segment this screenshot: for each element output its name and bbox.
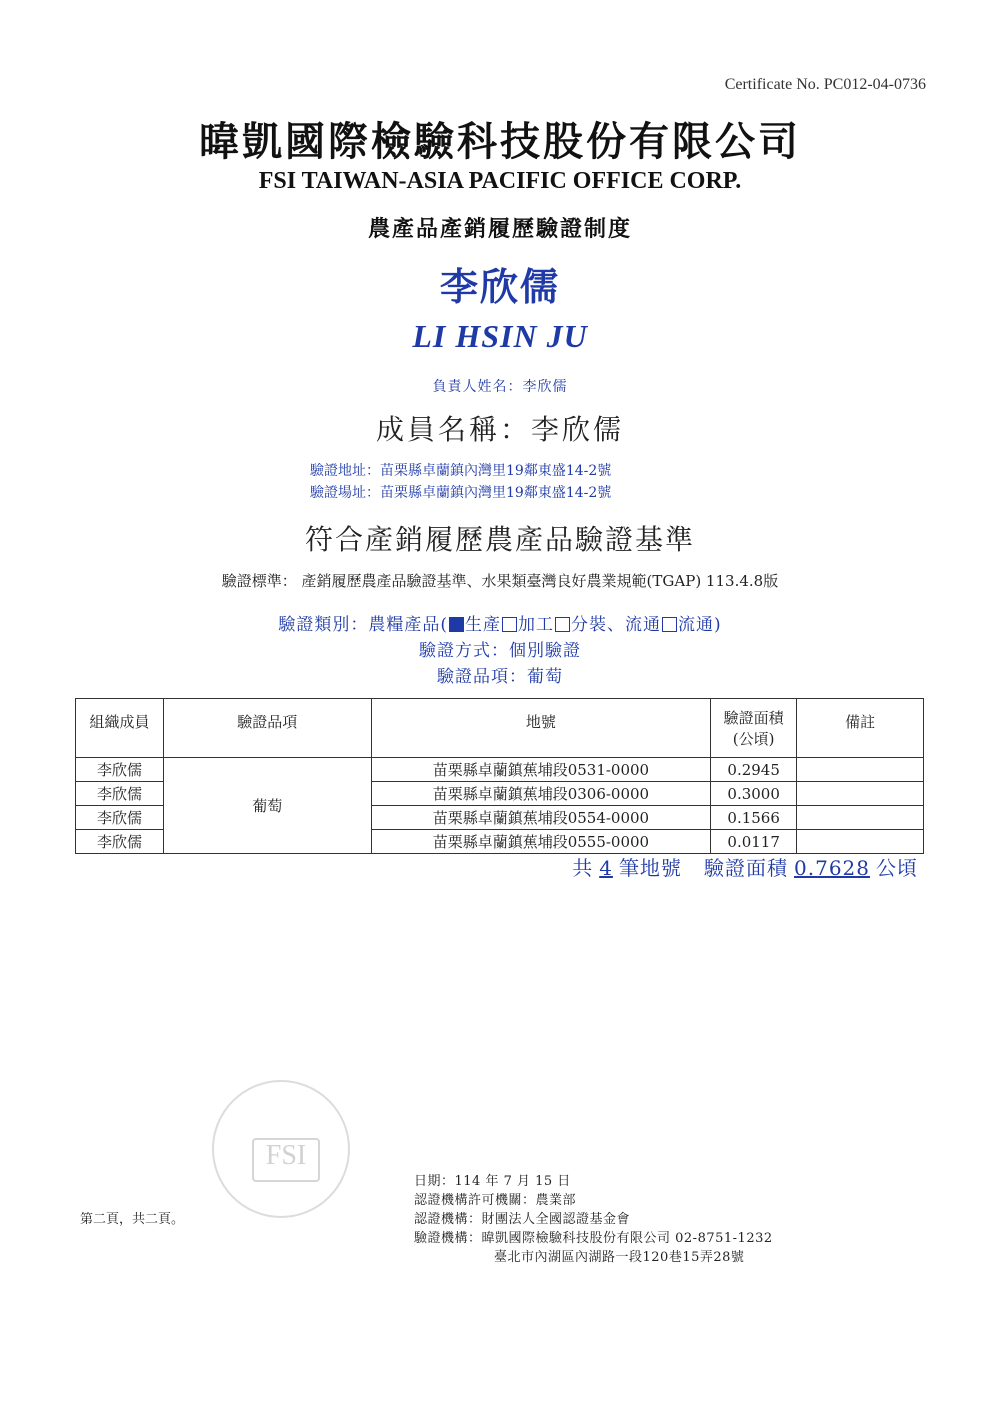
holder-name-chinese: 李欣儒 xyxy=(439,264,560,309)
cell-lot: 苗栗縣卓蘭鎮蕉埔段0531-0000 xyxy=(371,758,711,782)
responsible-person: 負責人姓名：李欣儒 xyxy=(432,379,568,395)
cell-remark xyxy=(797,806,924,830)
header-item: 驗證品項 xyxy=(163,699,371,758)
seal-logo-text: FSI xyxy=(265,1140,307,1171)
category-option-label: 流通 xyxy=(678,615,714,635)
certified-lots-table xyxy=(75,698,924,854)
cell-remark xyxy=(797,758,924,782)
cell-lot: 苗栗縣卓蘭鎮蕉埔段0555-0000 xyxy=(371,830,711,854)
category-option-label: 分裝、流通 xyxy=(571,615,661,635)
holder-name-english: LI HSIN JU xyxy=(412,318,588,354)
table-header-row xyxy=(76,699,924,758)
certification-method: 驗證方式：個別驗證 xyxy=(419,641,581,661)
certification-category xyxy=(0,610,1000,635)
cell-member: 李欣儒 xyxy=(76,758,164,782)
cell-member: 李欣儒 xyxy=(76,782,164,806)
area-prefix: 驗證面積 xyxy=(704,856,789,880)
category-option-label: 生產 xyxy=(465,615,501,635)
header-area-line2: (公頃) xyxy=(732,730,775,748)
accreditation-authority: 認證機構許可機關：農業部 xyxy=(414,1193,577,1208)
certification-address: 驗證地址：苗栗縣卓蘭鎮內灣里19鄰東盛14-2號 xyxy=(310,463,612,479)
company-name-english: FSI TAIWAN-ASIA PACIFIC OFFICE CORP. xyxy=(258,168,742,194)
issue-date: 日期：114 年 7 月 15 日 xyxy=(414,1174,571,1189)
header-lot: 地號 xyxy=(371,699,711,758)
page-number: 第二頁，共二頁。 xyxy=(80,1212,185,1227)
cell-lot: 苗栗縣卓蘭鎮蕉埔段0554-0000 xyxy=(371,806,711,830)
cell-area: 0.0117 xyxy=(711,830,797,854)
cell-remark xyxy=(797,830,924,854)
certification-body-address: 臺北市內湖區內湖路一段120巷15弄28號 xyxy=(494,1250,745,1265)
cell-area: 0.2945 xyxy=(711,758,797,782)
cell-item: 葡萄 xyxy=(163,758,371,854)
certification-site: 驗證場址：苗栗縣卓蘭鎮內灣里19鄰東盛14-2號 xyxy=(310,485,612,501)
checkbox-production xyxy=(449,617,464,632)
header-remark: 備註 xyxy=(797,699,924,758)
category-prefix: 驗證類別：農糧產品( xyxy=(278,615,448,635)
header-area xyxy=(711,699,797,758)
count-suffix: 筆地號 xyxy=(618,856,682,880)
certificate-number: Certificate No. PC012-04-0736 xyxy=(724,76,926,93)
category-suffix: ) xyxy=(714,615,722,635)
certification-item: 驗證品項：葡萄 xyxy=(437,667,563,687)
count-prefix: 共 xyxy=(572,856,594,880)
table-row xyxy=(76,758,924,782)
cell-member: 李欣儒 xyxy=(76,806,164,830)
checkbox-distribution xyxy=(662,617,677,632)
checkbox-packaging xyxy=(555,617,570,632)
category-option-label: 加工 xyxy=(518,615,554,635)
header-area-line1: 驗證面積 xyxy=(723,709,784,727)
cell-lot: 苗栗縣卓蘭鎮蕉埔段0306-0000 xyxy=(371,782,711,806)
lot-count: 4 xyxy=(599,856,613,880)
certification-standard: 驗證標準： 產銷履歷農產品驗證基準、水果類臺灣良好農業規範(TGAP) 113.4.8版 xyxy=(221,572,779,590)
cell-member: 李欣儒 xyxy=(76,830,164,854)
header-member: 組織成員 xyxy=(76,699,164,758)
total-area: 0.7628 xyxy=(794,856,870,880)
accreditation-body: 認證機構：財團法人全國認證基金會 xyxy=(414,1212,631,1227)
cell-area: 0.1566 xyxy=(711,806,797,830)
totals-summary xyxy=(572,852,918,881)
cell-remark xyxy=(797,782,924,806)
certification-system: 農產品產銷履歷驗證制度 xyxy=(367,216,632,242)
member-name: 成員名稱：李欣儒 xyxy=(375,413,624,446)
area-suffix: 公頃 xyxy=(876,856,918,880)
checkbox-processing xyxy=(502,617,517,632)
conformity-statement: 符合產銷履歷農產品驗證基準 xyxy=(304,523,695,556)
certification-body: 驗證機構：暐凱國際檢驗科技股份有限公司 02-8751-1232 xyxy=(414,1231,773,1246)
company-name-chinese: 暐凱國際檢驗科技股份有限公司 xyxy=(199,118,801,165)
cell-area: 0.3000 xyxy=(711,782,797,806)
